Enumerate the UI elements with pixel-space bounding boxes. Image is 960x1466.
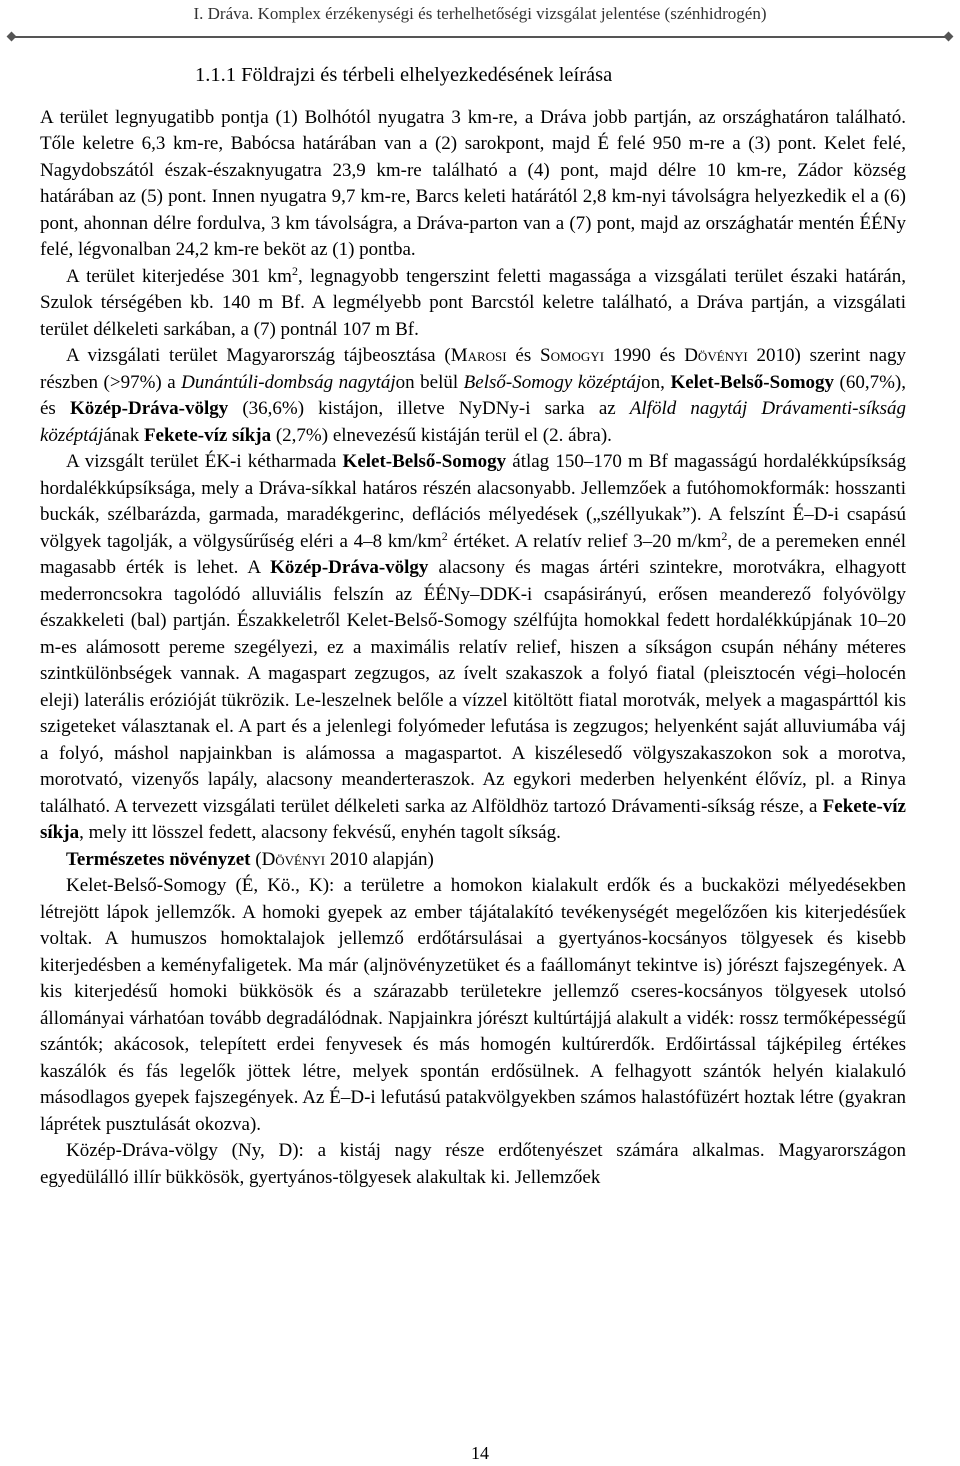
rule-diamond-right xyxy=(944,32,954,42)
italic-term: Dunántúli-dombság nagytáj xyxy=(181,371,396,393)
text: A vizsgált terület ÉK-i kétharmada xyxy=(66,451,343,472)
superscript: 2 xyxy=(291,263,298,278)
header-rule xyxy=(8,32,952,42)
text: 1990 és xyxy=(604,345,685,366)
text: 2010) szerint nagy részben (>97%) a xyxy=(40,345,906,393)
text: alacsony és magas ártéri szintekre, morotvákra, elhagyott mederroncsokra tagolódó alluviális felszín az ÉÉNy–DDK-i csapásirányú, erősen meanderező folyóvölgy északkeleti (bal) partján. Északkeletről Kelet-Belső-Somogy szélfújta homokkal fedett hordalékkúpjának 10–20 m-es alámosott pereme szegélyezi, ez a maximális relatív relief, hiszen a síkságon csupán néhány méteres szintkülönbségek vannak. A magaspart zegzugos, az ívelt szakaszok a folyó fiatal (pleisztocén végi–holocén eleji) laterális erózióját tükrözik. Le-leszelnek belőle a vízzel kitöltött fiatal morotvák, melyek a magaspárttól kis szigeteket választanak el. A part és a jelenlegi folyómeder lefutása is zegzugos; helyenként saját alluviumába váj a folyó, máshol napjainkban is alámossa a magaspartot. A kiszélesedő völgyszakaszokon sok a morotva, morotvató, vizenyős lapály, alacsony meanderteraszok. Az egykori mederben helyenként élővíz, pl. a Rinya található. A tervezett vizsgálati terület délkeleti sarka az Alföldhöz tartozó Drávamenti-síkság része, a xyxy=(40,557,906,817)
italic-term: Belső-Somogy középtáj xyxy=(463,371,642,393)
text: értéket. A relatív relief 3–20 m/km xyxy=(447,530,722,552)
paragraph-boundary-points: A terület legnyugatibb pontja (1) Bolhótól nyugatra 3 km-re, a Dráva jobb partján, az országhatáron található. Tőle keletre 6,3 km-re, Babócsa határában van a (2) sarokpont, majd É felé 950 m-re a (3) pont. Kelet felé, Nagydobszától észak-északnyugatra 23,9 km-re található a (4) pont, majd délre 10 km-re, Zádor község határában az (5) pont. Innen nyugatra 9,7 km-re, Barcs keleti határától 2,8 km-nyi távolságra helyezkedik el a (6) pont, ahonnan délre fordulva, 3 km távolságra, a Dráva-parton van a (7) pont, majd az országhatár mentén ÉÉNy felé, légvonalban 24,2 km-re beköt az (1) pontba. xyxy=(40,106,906,260)
bold-term: Természetes növényzet xyxy=(66,848,251,870)
paragraph-geomorphology xyxy=(40,449,906,847)
page-number: 14 xyxy=(471,1443,489,1463)
author-name: Dövényi xyxy=(261,848,326,870)
running-header: I. Dráva. Komplex érzékenységi és terhelhetőségi vizsgálat jelentése (szénhidrogén) xyxy=(193,4,767,23)
bold-term: Fekete-víz síkja xyxy=(143,424,272,446)
superscript: 2 xyxy=(441,528,448,543)
text: (36,6%) kistájon, illetve NyDNy-i sarka az xyxy=(228,398,630,419)
author-name: Somogyi xyxy=(540,345,605,366)
page-content xyxy=(40,62,906,1191)
text: , legnagyobb tengerszint feletti magassága a vizsgálati terület északi határán, Szulok térségében kb. 140 m Bf. A legmélyebb pont Barcstól keletre található, a Dráva partján, a vizsgálati terület délkeleti sarkában, a (7) pontnál 107 m Bf. xyxy=(40,265,906,340)
bold-term: Közép-Dráva-völgy xyxy=(69,398,229,419)
text: A vizsgálati terület Magyarország tájbeosztása ( xyxy=(66,345,451,366)
text: ának xyxy=(103,424,144,446)
paragraph-area-extent xyxy=(40,264,906,344)
text: (60,7%), és xyxy=(40,371,906,419)
text: (2,7%) elnevezésű kistáján terül el (2. ábra). xyxy=(271,424,612,446)
italic-term: Alföld nagytáj Drávamenti-síkság középtáj xyxy=(40,398,906,446)
text: , de a peremeken ennél magasabb érték is lehet. A xyxy=(40,530,906,578)
text: on, xyxy=(641,371,671,393)
text: és xyxy=(506,345,541,366)
text: on belül xyxy=(395,371,464,393)
author-name: Marosi xyxy=(450,345,507,366)
text: 2010 alapján) xyxy=(325,848,434,870)
paragraph-landscape-division xyxy=(40,343,906,449)
text: , mely itt lösszel fedett, alacsony fekvésű, enyhén tagolt síkság. xyxy=(79,822,561,843)
superscript: 2 xyxy=(721,528,728,543)
bold-term: Fekete-víz síkja xyxy=(40,795,906,843)
paragraph-vegetation-kelet-belso-somogy: Kelet-Belső-Somogy (É, Kö., K): a területre a homokon kialakult erdők és a buckaközi mélyedésekben létrejött lápok jellemzők. A homoki gyepek az ember tájátalakító tevékenységét megelőzően kis kiterjedésűek voltak. A humuszos homoktalajok jellemző erdőtársulásai a gyertyános-kocsányos tölgyesek és kisebb kiterjedésben a keményfaligetek. Ma már (aljnövényzetüket és a faállományt tekintve is) jórészt fajszegények. A kis kiterjedésű homoki bükkösök és a szárazabb területekre jellemző cseres-kocsányos tölgyesek utolsó állományai várhatóan tovább degradálódnak. Napjainkra jórészt kultúrtájjá alakult a vidék: rossz termőképességű szántók; akácosok, telepített erdei fenyvesek és más homogén kultúrerdők. Erdőirtással tájképileg értékes kaszálók és fás legelők jöttek létre, melyek spontán erdősülnek. A felhagyott szántók helyén kialakuló másodlagos gyepek fajszegények. Az É–D-i lefutású patakvölgyekben számos halastófüzért hoztak létre (gyakran láprétek pusztulását okozva). xyxy=(40,875,906,1135)
paragraph-vegetation-kozep-drava-volgy: Közép-Dráva-völgy (Ny, D): a kistáj nagy része erdőtenyészet számára alkalmas. Magyarországon egyedülálló illír bükkösök, gyertyános-tölgyesek alakultak ki. Jellemzőek xyxy=(40,1140,906,1188)
bold-term: Kelet-Belső-Somogy xyxy=(670,371,835,393)
text: A terület kiterjedése 301 km xyxy=(66,265,292,287)
text: ( xyxy=(250,848,262,870)
text: átlag 150–170 m Bf magasságú hordalékkúpsíkság hordalékkúpsíksága, mely a Dráva-síkkal határos részén alacsonyabb. Jellemzőek a futóhomokformák: hosszanti buckák, szélbarázda, garmada, maradékgerinc, deflációs mélyedések („széllyukak”). A felszínt É–D-i csapású völgyek tagolják, a völgysűrűség eléri a 4–8 km/km xyxy=(40,451,906,552)
bold-term: Közép-Dráva-völgy xyxy=(270,557,429,578)
author-name: Dövényi xyxy=(684,345,748,366)
bold-term: Kelet-Belső-Somogy xyxy=(342,451,507,472)
subheading-natural-vegetation xyxy=(40,847,906,874)
section-title: 1.1.1 Földrajzi és térbeli elhelyezkedésének leírása xyxy=(195,64,613,86)
rule-line xyxy=(14,36,946,38)
